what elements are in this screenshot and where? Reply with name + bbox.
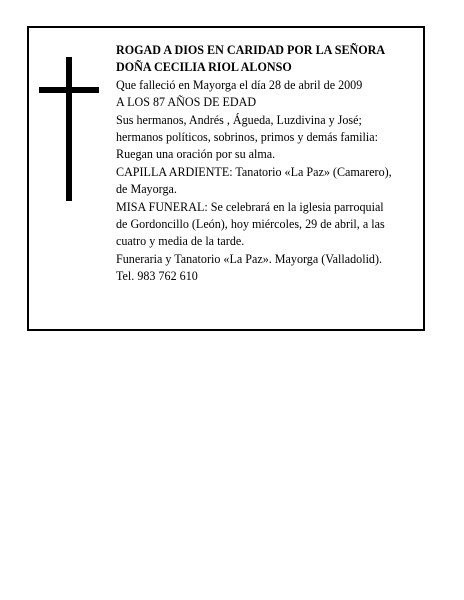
family-line: Sus hermanos, Andrés , Águeda, Luzdivina y José;	[116, 112, 362, 127]
funeral-mass-line: MISA FUNERAL: Se celebrará en la iglesia parroquial	[116, 199, 384, 214]
notice-text	[116, 42, 408, 286]
age-line: A LOS 87 AÑOS DE EDAD	[116, 95, 257, 110]
notice-heading-line: ROGAD A DIOS EN CARIDAD POR LA SEÑORA	[116, 43, 386, 57]
deceased-name: DOÑA CECILIA RIOL ALONSO	[116, 60, 292, 75]
death-date-line: Que falleció en Mayorga el día 28 de abril de 2009	[116, 77, 363, 92]
chapel-line: de Mayorga.	[116, 182, 177, 197]
obituary-notice	[27, 26, 425, 331]
phone-line: Tel. 983 762 610	[116, 269, 198, 284]
cross-icon	[39, 57, 99, 201]
prayer-request-line: Ruegan una oración por su alma.	[116, 147, 276, 162]
chapel-line: CAPILLA ARDIENTE: Tanatorio «La Paz» (Camarero),	[116, 164, 392, 179]
funeral-mass-line: de Gordoncillo (León), hoy miércoles, 29 de abril, a las	[116, 217, 385, 232]
funeral-home-line: Funeraria y Tanatorio «La Paz». Mayorga (Valladolid).	[116, 251, 383, 266]
funeral-mass-line: cuatro y media de la tarde.	[116, 234, 245, 249]
family-line: hermanos políticos, sobrinos, primos y demás familia:	[116, 130, 378, 145]
cross-vertical-bar	[66, 57, 72, 201]
cross-horizontal-bar	[39, 87, 99, 93]
